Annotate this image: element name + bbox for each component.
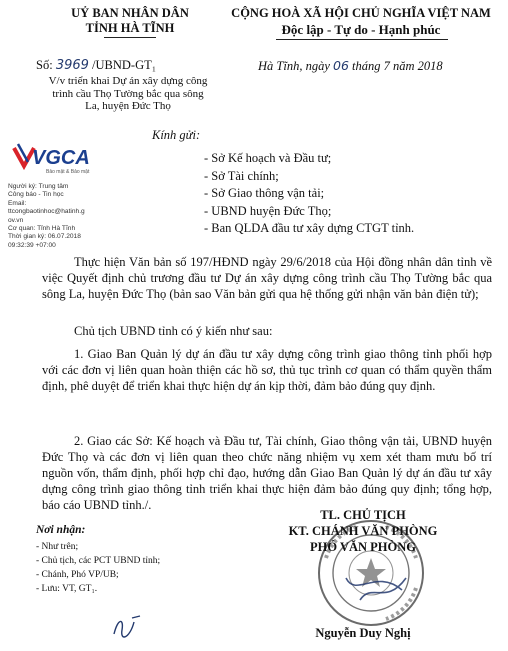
national-motto: Độc lập - Tự do - Hạnh phúc bbox=[281, 22, 441, 37]
date-day-handwritten: 06 bbox=[333, 58, 349, 73]
recipient-item: - Ban QLDA đầu tư xây dựng CTGT tỉnh. bbox=[204, 221, 415, 235]
signer-time: Thời gian ký: 06.07.2018 bbox=[8, 233, 81, 241]
distribution-item: - Lưu: VT, GT₁. bbox=[36, 584, 98, 594]
document-number-prefix: Số: bbox=[36, 58, 56, 72]
recipient-item: - Sở Tài chính; bbox=[204, 168, 279, 183]
document-number bbox=[36, 58, 156, 73]
signer-time: 09:32:39 +07:00 bbox=[8, 241, 56, 249]
motto-underline bbox=[276, 39, 448, 40]
recipient-item: - Sở Giao thông vận tải; bbox=[204, 186, 325, 200]
signer-email: ov.vn bbox=[8, 216, 24, 224]
signature-authority: TL. CHỦ TỊCH bbox=[320, 508, 406, 522]
body-paragraph: 1. Giao Ban Quản lý dự án đầu tư xây dựng công trình giao thông tỉnh phối hợp với các đơn vị liên quan hoàn thiện các hồ sơ, thủ tục trình cơ quan có thẩm quyền thẩm định, phê duyệt để triển khai thực hiện dự án kịp thời, đảm bảo đúng quy định. bbox=[42, 347, 492, 393]
signer-email: ttcongbaotinhoc@hatinh.g bbox=[8, 208, 85, 216]
logo-tagline: Bảo mật & Bảo mật bbox=[46, 169, 90, 175]
digital-signature-info bbox=[8, 183, 100, 250]
distribution-list bbox=[36, 540, 160, 596]
recipient-item: - Sở Kế hoạch và Đầu tư; bbox=[204, 151, 332, 165]
recipient-item: - UBND huyện Đức Thọ; bbox=[204, 203, 332, 218]
body-paragraph: 2. Giao các Sở: Kế hoạch và Đầu tư, Tài chính, Giao thông vận tải, UBND huyện Đức Thọ và các đơn vị liên quan theo chức năng nhiệm vụ xem xét tham mưu bố trí nguồn vốn, thẩm định, phối hợp chỉ đạo, hướng dẫn Giao Ban Quản lý dự án đầu tư xây dựng công trình giao thông tỉnh triển khai thực hiện đảm bảo đúng quy định; tổng hợp, báo cáo UBND tỉnh./. bbox=[42, 434, 492, 512]
body-paragraph: Thực hiện Văn bản số 197/HĐND ngày 29/6/2018 của Hội đồng nhân dân tỉnh về việc Quyết định chủ trương đầu tư Dự án xây dựng công trình cầu Thọ Tường bắc qua sông La, huyện Đức Thọ (bản sao Văn bản gửi qua hệ thống gửi nhận văn bản điện tử); bbox=[42, 255, 492, 301]
signer-line: Email: bbox=[8, 199, 27, 207]
document-number-suffix: /UBND-GT₁ bbox=[88, 58, 157, 72]
body-paragraph: Chủ tịch UBND tỉnh có ý kiến như sau: bbox=[74, 324, 273, 338]
signer-line: Công báo - Tin học bbox=[8, 191, 64, 199]
handwritten-initial bbox=[110, 612, 144, 642]
date-prefix: Hà Tĩnh, ngày bbox=[258, 59, 333, 73]
distribution-title: Nơi nhận: bbox=[36, 524, 86, 536]
distribution-item: - Chủ tịch, các PCT UBND tỉnh; bbox=[36, 556, 161, 566]
recipient-list bbox=[204, 150, 414, 238]
signer-agency: Cơ quan: Tỉnh Hà Tĩnh bbox=[8, 225, 76, 233]
document-date bbox=[258, 58, 443, 74]
national-title: CỘNG HOÀ XÃ HỘI CHỦ NGHĨA VIỆT NAM bbox=[231, 6, 491, 20]
signer-name: Nguyễn Duy Nghị bbox=[315, 626, 411, 640]
document-number-handwritten: 3969 bbox=[55, 58, 89, 73]
signature-title: PHÓ VĂN PHÒNG bbox=[309, 540, 417, 554]
date-suffix: tháng 7 năm 2018 bbox=[348, 59, 443, 73]
distribution-item: - Như trên; bbox=[36, 542, 79, 552]
logo-text: VGCA bbox=[32, 147, 90, 169]
issuing-org-name: UỶ BAN NHÂN DÂN bbox=[71, 6, 189, 20]
document-subject: V/v triển khai Dự án xây dựng công trình cầu Thọ Tường bắc qua sông La, huyện Đức Thọ bbox=[48, 75, 208, 112]
distribution-item: - Chánh, Phó VP/UB; bbox=[36, 570, 119, 580]
signer-line: Người ký: Trung tâm bbox=[8, 183, 69, 190]
issuing-province: TỈNH HÀ TĨNH bbox=[85, 21, 175, 35]
org-underline bbox=[104, 37, 156, 38]
greeting: Kính gửi: bbox=[152, 128, 201, 142]
signature-position: KT. CHÁNH VĂN PHÒNG bbox=[288, 524, 438, 538]
vgca-logo bbox=[10, 140, 96, 176]
